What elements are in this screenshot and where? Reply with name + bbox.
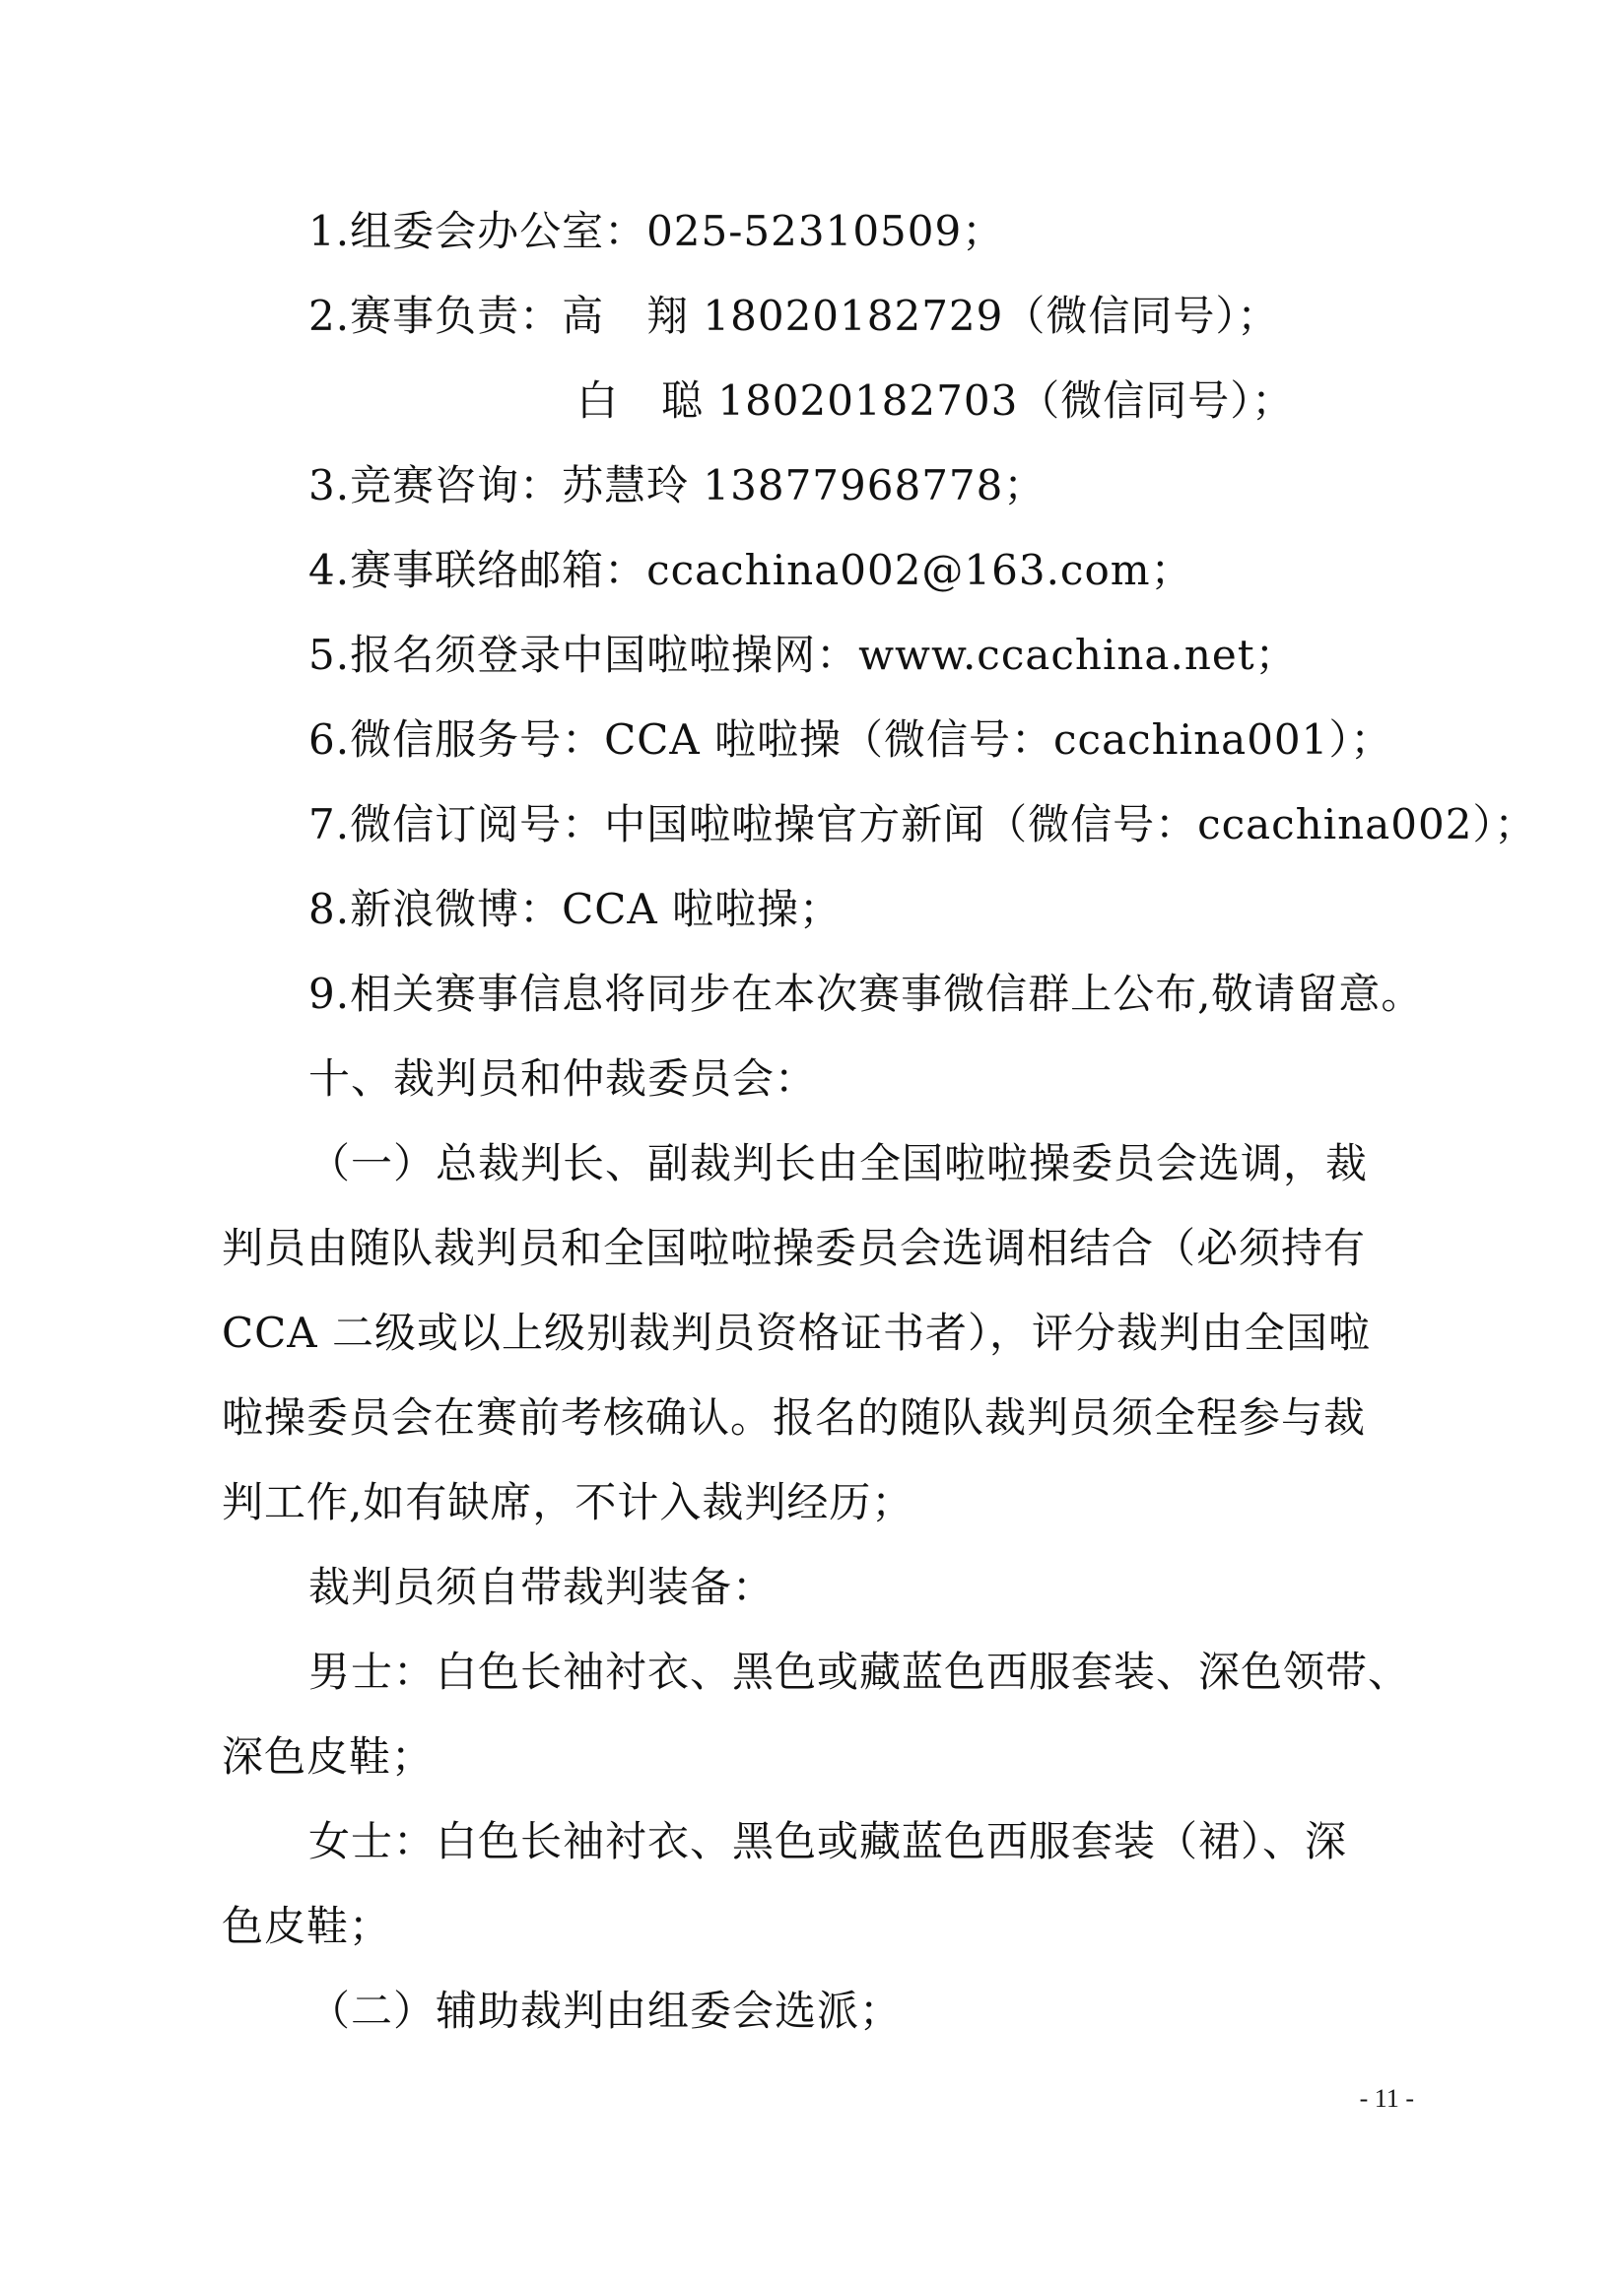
contact-event-lead-second: 白 聪 18020182703（微信同号）； [576,376,1295,425]
section-heading: 十、裁判员和仲裁委员会： [308,1054,818,1103]
contact-weibo: 8.新浪微博：CCA 啦啦操； [308,885,843,933]
paragraph-line: 啦操委员会在赛前考核确认。报名的随队裁判员须全程参与裁 [222,1393,1367,1442]
paragraph-line: 判工作,如有缺席，不计入裁判经历； [222,1478,914,1526]
paragraph-line: （一）总裁判长、副裁判长由全国啦啦操委员会选调，裁 [308,1139,1369,1187]
paragraph-line: CCA 二级或以上级别裁判员资格证书者），评分裁判由全国啦 [222,1309,1371,1357]
contact-wechat-service: 6.微信服务号：CCA 啦啦操（微信号：ccachina001）； [308,715,1393,764]
contact-office: 1.组委会办公室：025-52310509； [308,207,1005,255]
paragraph-line: 判员由随队裁判员和全国啦啦操委员会选调相结合（必须持有 [222,1224,1367,1272]
women-attire-line: 女士：白色长袖衬衣、黑色或藏蓝色西服套装（裙）、深 [308,1817,1348,1865]
contact-competition-inquiry: 3.竞赛咨询：苏慧玲 13877968778； [308,461,1047,509]
contact-registration-site: 5.报名须登录中国啦啦操网：www.ccachina.net； [308,631,1298,679]
assistant-referee-paragraph: （二）辅助裁判由组委会选派； [308,1987,903,2035]
page-number: - 11 - [1359,2084,1414,2113]
women-attire-line: 色皮鞋； [222,1902,392,1950]
contact-wechat-subscription: 7.微信订阅号：中国啦啦操官方新闻（微信号：ccachina002）； [308,800,1537,848]
men-attire-line: 深色皮鞋； [222,1732,435,1781]
men-attire-line: 男士：白色长袖衬衣、黑色或藏蓝色西服套装、深色领带、 [308,1648,1411,1696]
contact-email: 4.赛事联络邮箱：ccachina002@163.com； [308,546,1193,594]
equipment-heading: 裁判员须自带裁判装备： [308,1563,776,1611]
contact-notice: 9.相关赛事信息将同步在本次赛事微信群上公布,敬请留意。 [308,970,1424,1018]
contact-event-lead: 2.赛事负责：高 翔 18020182729（微信同号）； [308,292,1280,340]
